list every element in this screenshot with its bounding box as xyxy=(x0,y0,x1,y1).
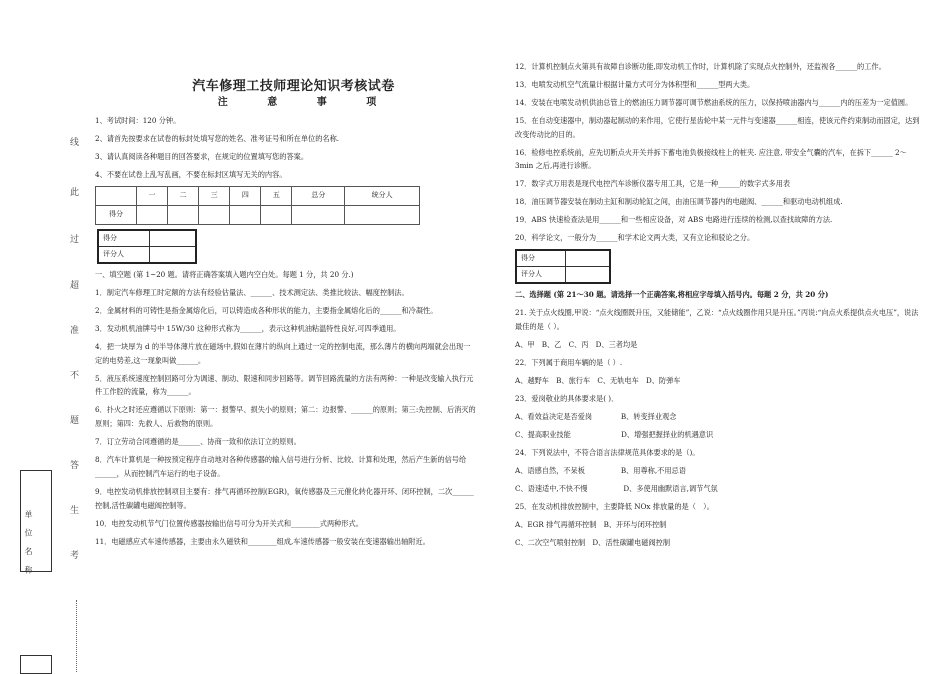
choice-options: A、EGR 排气再循环控制 B、开环与闭环控制 xyxy=(515,519,667,529)
section1-heading: 一、填空题 (第 1~20 题。请将正确答案填入题内空白处。每题 1 分，共 20 分.) xyxy=(95,270,354,279)
grader-name-cell[interactable] xyxy=(566,267,611,284)
margin-char: 此 xyxy=(70,188,80,198)
margin-char: 超 xyxy=(70,281,80,291)
notes-heading: 注 意 事 项 xyxy=(217,97,395,108)
note-item: 1、考试时间：120 分钟。 xyxy=(95,116,181,125)
score-header: 总分 xyxy=(292,187,345,206)
question-item: 17．数字式万用表是现代电控汽车诊断仪器专用工具，它是一种______的数字式多用表 xyxy=(515,179,791,189)
question-item: 10．电控发动机节气门位置传感器按输出信号可分为开关式和________式两种形式。 xyxy=(95,518,363,528)
question-item: 16．检修电控系统前，应先切断点火开关并拆下蓄电池负极接线柱上的桩夹. 应注意, 带安全气囊的汽车，在拆下______ 2～3min 之后,再进行诊断。 xyxy=(515,147,907,171)
score-cell[interactable] xyxy=(261,206,292,225)
score-table xyxy=(95,186,420,225)
score-header: 一 xyxy=(137,187,168,206)
note-item: 3、请认真阅读各种题目的回答要求，在规定的位置填写您的答案。 xyxy=(95,152,309,161)
score-row-label: 得分 xyxy=(96,206,137,225)
left-column xyxy=(95,78,477,553)
margin-char: 答 xyxy=(70,461,80,471)
margin-char: 题 xyxy=(70,416,80,426)
question-item: 6．扑火之时还应遵循以下原则：第一：报警早、损失小的原则；第二：边报警、______的原则；第三:先控制、后消灭的原则；第四：先救人、后救物的原则。 xyxy=(95,405,476,429)
grader-score-cell[interactable] xyxy=(566,250,611,267)
choice-options: C、语速适中,不快不慢 D、多使用幽默语言,调节气氛 xyxy=(515,483,718,493)
score-header: 三 xyxy=(199,187,230,206)
question-item: 14．安装在电喷发动机供油总管上的燃油压力调节器可调节燃油系统的压力，以保持喷油器内与______内的压差为一定值圆。 xyxy=(515,98,913,107)
grader-score-label: 得分 xyxy=(98,230,150,247)
question-item: 2．金属材料的可铸性是指金属熔化后，可以铸造成各种形状的能力，主要指金属熔化后的______和冷凝性。 xyxy=(95,306,438,315)
margin-char: 过 xyxy=(70,235,80,245)
score-cell[interactable] xyxy=(292,206,345,225)
score-header: 四 xyxy=(230,187,261,206)
question-item: 4．把一块厚为 d 的半导体薄片放在磁场中,假如在薄片的纵向上通过一定的控制电流，那么薄片的横向两端就会出现一定的电势差,这一现象叫做______。 xyxy=(95,342,471,365)
id-box xyxy=(20,655,52,674)
score-header: 统分人 xyxy=(345,187,420,206)
grader-name-label: 评分人 xyxy=(98,247,150,264)
choice-options: A、越野车 B、旅行车 C、无轨电车 D、防弹车 xyxy=(515,375,681,385)
grader-name-cell[interactable] xyxy=(150,247,197,264)
question-item: 15．在自动变速器中，制动器起制动的来作用，它使行星齿轮中某一元件与变速器______相连，使该元件约束制动而固定，达到改变传动比的目的。 xyxy=(515,116,920,139)
question-item: 3．发动机机油牌号中 15W/30 这种形式称为______，表示这种机油粘温特性良好,可四季通用。 xyxy=(95,324,401,333)
choice-options: C、二次空气喷射控制 D、活性碳罐电磁阀控制 xyxy=(515,537,671,547)
grader-score-cell[interactable] xyxy=(150,230,197,247)
choice-question: 24．下列说法中，不符合语言法律规范具体要求的是（)。 xyxy=(515,447,700,457)
grader-table xyxy=(97,229,197,264)
cut-line xyxy=(76,600,77,672)
score-header xyxy=(96,187,137,206)
choice-question: 21. 关于点火线圈,甲说：“点火线圈既升压，又能储能”，乙说：“点火线圈作用只是升压。”丙说:“向点火系提供点火电压”，说法最佳的是（ ）。 xyxy=(515,308,919,331)
score-cell[interactable] xyxy=(199,206,230,225)
right-column xyxy=(515,60,920,554)
question-item: 11．电磁感应式车速传感器，主要由永久磁铁和________组成,车速传感器一般安装在变速器输出轴附近。 xyxy=(95,536,430,546)
note-item: 4、不要在试卷上乱写乱画，不要在标封区填写无关的内容。 xyxy=(95,170,287,179)
score-cell[interactable] xyxy=(345,206,420,225)
question-item: 12．计算机控制点火第具有故障自诊断功能,即发动机工作时，计算机除了实现点火控制外，还监视各______的工作。 xyxy=(515,62,886,71)
question-item: 1．制定汽车修理工时定额的方法有经验估量法、______、技术测定法、类推比较法、幅度控制法。 xyxy=(95,288,409,297)
choice-question: 25．在发动机排放控制中，主要降低 NOx 排放量的是（ ）。 xyxy=(515,501,714,511)
page-title: 汽车修理工技师理论知识考核试卷 xyxy=(192,79,395,94)
question-item: 19．ABS 快速检查法是用______和一些相应设备，对 ABS 电路进行连续的检测,以查找故障的方法. xyxy=(515,215,833,225)
choice-question: 23．爱岗敬业的具体要求是( )． xyxy=(515,393,619,403)
question-item: 18．油压调节器安装在制动主缸和制动轮缸之间，由油压调节器内的电磁阀、______和驱动电动机组成. xyxy=(515,197,843,207)
note-item: 2、请首先按要求在试卷的标封处填写您的姓名、准考证号和所在单位的名称. xyxy=(95,134,340,143)
margin-char: 线 xyxy=(70,138,80,148)
unit-name-label: 单 位 名 称 xyxy=(24,510,33,578)
margin-char: 不 xyxy=(70,371,80,381)
margin-char: 生 xyxy=(70,506,80,516)
margin-char: 考 xyxy=(70,551,80,561)
grader-score-label: 得分 xyxy=(516,250,566,267)
score-header: 二 xyxy=(168,187,199,206)
question-item: 7．订立劳动合同遵循的是______、协商一致和依法订立的原则。 xyxy=(95,437,301,447)
choice-question: 22．下列属于商用车辆的是（ ）. xyxy=(515,357,623,367)
question-item: 8．汽车计算机是一种按预定程序自动地对各种传感器的输入信号进行分析、比较、计算和处理，然后产生新的信号给______，从而控制汽车运行的电子设备。 xyxy=(95,455,467,478)
choice-options: A、看效益决定是否爱岗 B、转变择业观念 xyxy=(515,411,677,421)
score-header: 五 xyxy=(261,187,292,206)
score-cell[interactable] xyxy=(230,206,261,225)
question-item: 13．电喷发动机空气流量计根据计量方式可分为体积型和______型两大类。 xyxy=(515,80,755,89)
choice-options: A、甲 B、乙 C、丙 D、三者均是 xyxy=(515,339,638,349)
score-cell[interactable] xyxy=(168,206,199,225)
grader-table-2 xyxy=(515,249,611,284)
question-item: 20．科学论文，一般分为______和学术论文两大类，又有立论和驳论之分。 xyxy=(515,233,755,243)
score-cell[interactable] xyxy=(137,206,168,225)
margin-char: 准 xyxy=(70,326,80,336)
question-item: 5．液压系统速度控制回路可分为调速、制动、限速和同步回路等。调节回路流量的方法有两种：一种是改变输入执行元件工作腔的流量，称为______。 xyxy=(95,373,474,397)
question-item: 9．电控发动机排放控制项目主要有：排气再循环控制(EGR)，氧传感器及三元催化转化器开环、闭环控制，二次______控制,活性碳罐电磁阀控制等。 xyxy=(95,486,474,510)
choice-options: A、语感自然，不呆板 B、用尊称,不用忌语 xyxy=(515,465,686,475)
binding-margin xyxy=(0,0,80,672)
section2-heading: 二、选择题 (第 21～30 题。请选择一个正确答案,将相应字母填入括号内。每题 2 分，共 20 分) xyxy=(515,290,829,300)
grader-name-label: 评分人 xyxy=(516,267,566,284)
choice-options: C、提高职业技能 D、增强把握择业的机遇意识 xyxy=(515,429,714,439)
